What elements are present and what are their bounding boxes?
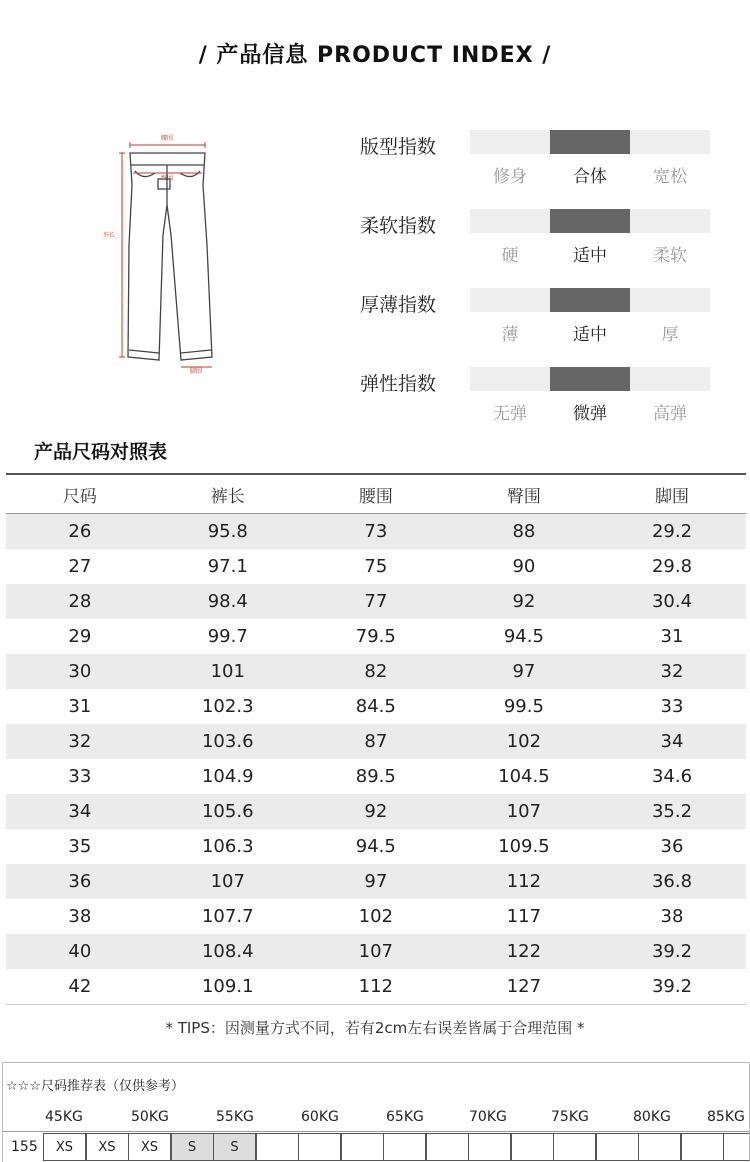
table-cell: 39.2 bbox=[598, 934, 746, 969]
index-options bbox=[470, 162, 710, 187]
table-cell: 99.5 bbox=[503, 696, 544, 717]
table-cell: 75 bbox=[364, 556, 388, 577]
table-cell: 88 bbox=[450, 514, 598, 550]
weight-label: 55KG bbox=[216, 1109, 254, 1125]
table-cell: 107 bbox=[450, 794, 598, 829]
index-options bbox=[470, 399, 710, 424]
table-cell: 40 bbox=[6, 934, 154, 969]
recommend-cell bbox=[511, 1133, 554, 1161]
table-cell: 84.5 bbox=[355, 696, 396, 717]
pants-outline bbox=[128, 153, 212, 360]
size-table-header bbox=[6, 474, 746, 514]
table-cell: 112 bbox=[302, 969, 450, 1005]
index-seg-selected bbox=[550, 130, 630, 154]
table-cell: 107 bbox=[302, 934, 450, 969]
table-cell: 34.6 bbox=[651, 766, 693, 787]
table-row bbox=[6, 899, 746, 934]
index-seg bbox=[470, 209, 550, 233]
table-cell: 34 bbox=[6, 794, 154, 829]
recommend-cell bbox=[553, 1133, 596, 1161]
table-cell: 36.8 bbox=[598, 864, 746, 899]
recommend-cell bbox=[426, 1133, 469, 1161]
weight-label: 85KG bbox=[707, 1109, 745, 1125]
tips-note: * TIPS：因测量方式不同，若有2cm左右误差皆属于合理范围 * bbox=[165, 1019, 585, 1037]
index-seg-selected bbox=[550, 367, 630, 391]
recommend-cell: XS bbox=[128, 1133, 171, 1161]
column-header: 裤长 bbox=[154, 474, 302, 514]
index-seg bbox=[630, 367, 710, 391]
recommend-cell bbox=[681, 1133, 724, 1161]
size-table bbox=[6, 473, 746, 1005]
table-row bbox=[6, 549, 746, 584]
table-cell: 87 bbox=[302, 724, 450, 759]
recommend-cell bbox=[596, 1133, 639, 1161]
index-option: 无弹 bbox=[493, 404, 527, 424]
table-cell: 102 bbox=[358, 906, 393, 927]
index-bar bbox=[470, 288, 710, 312]
index-seg bbox=[630, 209, 710, 233]
table-cell: 33 bbox=[660, 696, 684, 717]
table-row bbox=[6, 514, 746, 550]
recommend-cell bbox=[383, 1133, 426, 1161]
index-row-elasticity bbox=[360, 367, 720, 427]
table-cell: 99.7 bbox=[207, 626, 248, 647]
table-cell: 36 bbox=[6, 864, 154, 899]
table-cell: 26 bbox=[6, 514, 154, 550]
index-option-selected: 适中 bbox=[573, 325, 607, 345]
column-header: 腰围 bbox=[302, 474, 450, 514]
page-title: / 产品信息 PRODUCT INDEX / bbox=[198, 43, 552, 68]
table-row bbox=[6, 584, 746, 619]
table-cell: 30 bbox=[6, 654, 154, 689]
index-bar bbox=[470, 209, 710, 233]
index-seg bbox=[630, 130, 710, 154]
table-cell: 109.1 bbox=[154, 969, 302, 1005]
recommend-cell bbox=[256, 1133, 299, 1161]
recommend-cell bbox=[468, 1133, 511, 1161]
table-row bbox=[6, 724, 746, 759]
index-label: 版型指数 bbox=[360, 136, 437, 158]
index-bar bbox=[470, 130, 710, 154]
index-seg bbox=[470, 130, 550, 154]
table-cell: 29.8 bbox=[651, 556, 693, 577]
pants-measurement-diagram bbox=[95, 125, 245, 375]
table-cell: 34 bbox=[598, 724, 746, 759]
size-table-title: 产品尺码对照表 bbox=[34, 441, 168, 463]
table-cell: 97 bbox=[302, 864, 450, 899]
weight-label: 70KG bbox=[469, 1109, 507, 1125]
recommend-cell bbox=[638, 1133, 681, 1161]
index-option-selected: 微弹 bbox=[573, 404, 607, 424]
index-option: 薄 bbox=[501, 325, 519, 345]
table-cell: 35 bbox=[68, 836, 92, 857]
recommend-cell: XS bbox=[43, 1133, 86, 1161]
table-cell: 33 bbox=[68, 766, 92, 787]
table-cell: 31 bbox=[68, 696, 92, 717]
table-cell: 97.1 bbox=[207, 556, 248, 577]
table-cell: 103.6 bbox=[154, 724, 302, 759]
table-cell: 77 bbox=[302, 584, 450, 619]
size-recommend-panel bbox=[2, 1062, 750, 1162]
table-cell: 94.5 bbox=[355, 836, 396, 857]
recommend-cell bbox=[298, 1133, 341, 1161]
recommend-cell bbox=[341, 1133, 384, 1161]
weight-label: 60KG bbox=[301, 1109, 339, 1125]
index-seg bbox=[630, 288, 710, 312]
index-option: 柔软 bbox=[653, 246, 687, 266]
table-cell: 36 bbox=[660, 836, 684, 857]
weight-label: 45KG bbox=[45, 1109, 83, 1125]
table-cell: 95.8 bbox=[154, 514, 302, 550]
table-cell: 38 bbox=[68, 906, 92, 927]
index-row-softness bbox=[360, 209, 720, 269]
table-row bbox=[6, 864, 746, 899]
table-cell: 107 bbox=[154, 864, 302, 899]
table-cell: 28 bbox=[6, 584, 154, 619]
index-seg bbox=[470, 288, 550, 312]
index-options bbox=[470, 241, 710, 266]
index-option: 硬 bbox=[501, 246, 519, 266]
table-cell: 30.4 bbox=[598, 584, 746, 619]
table-cell: 105.6 bbox=[154, 794, 302, 829]
table-cell: 97 bbox=[450, 654, 598, 689]
index-option: 高弹 bbox=[653, 404, 687, 424]
table-row bbox=[6, 759, 746, 794]
weight-label: 65KG bbox=[386, 1109, 424, 1125]
table-cell: 39.2 bbox=[598, 969, 746, 1005]
index-option: 厚 bbox=[661, 325, 679, 345]
weight-label: 80KG bbox=[633, 1109, 671, 1125]
index-option: 修身 bbox=[493, 167, 527, 187]
column-header: 尺码 bbox=[6, 474, 154, 514]
table-row bbox=[6, 619, 746, 654]
index-row-fit bbox=[360, 130, 720, 190]
index-label: 弹性指数 bbox=[360, 373, 437, 395]
table-cell: 29.2 bbox=[598, 514, 746, 550]
table-cell: 127 bbox=[450, 969, 598, 1005]
index-option-selected: 适中 bbox=[573, 246, 607, 266]
table-cell: 92 bbox=[302, 794, 450, 829]
table-cell: 109.5 bbox=[498, 836, 550, 857]
index-seg-selected bbox=[550, 209, 630, 233]
label-hem: 脚围 bbox=[189, 368, 203, 375]
index-options bbox=[470, 320, 710, 345]
table-row bbox=[6, 829, 746, 864]
table-row bbox=[6, 934, 746, 969]
table-cell: 122 bbox=[450, 934, 598, 969]
index-seg bbox=[470, 367, 550, 391]
table-cell: 112 bbox=[450, 864, 598, 899]
weight-label: 50KG bbox=[131, 1109, 169, 1125]
label-length bbox=[103, 231, 115, 239]
table-cell: 31 bbox=[660, 626, 684, 647]
table-cell: 82 bbox=[302, 654, 450, 689]
table-cell: 38 bbox=[660, 906, 684, 927]
column-header: 脚围 bbox=[598, 474, 746, 514]
label-length-text: 外长 bbox=[102, 232, 116, 239]
recommend-cell: XS bbox=[86, 1133, 129, 1161]
table-cell: 94.5 bbox=[503, 626, 544, 647]
table-cell: 42 bbox=[6, 969, 154, 1005]
table-row bbox=[6, 654, 746, 689]
table-cell: 32 bbox=[598, 654, 746, 689]
table-cell: 102.3 bbox=[201, 696, 254, 717]
table-cell: 27 bbox=[68, 556, 92, 577]
recommend-cell: S bbox=[213, 1133, 256, 1161]
index-option: 宽松 bbox=[653, 167, 687, 187]
table-cell: 104.9 bbox=[201, 766, 254, 787]
weight-label: 75KG bbox=[551, 1109, 589, 1125]
table-cell: 117 bbox=[506, 906, 542, 927]
table-row bbox=[6, 794, 746, 829]
table-cell: 90 bbox=[512, 556, 536, 577]
table-cell: 73 bbox=[302, 514, 450, 550]
label-hip: 臀围 bbox=[160, 175, 174, 182]
height-label: 155 bbox=[11, 1139, 38, 1155]
table-cell: 29 bbox=[68, 626, 92, 647]
table-cell: 108.4 bbox=[154, 934, 302, 969]
recommend-divider bbox=[3, 1131, 749, 1132]
table-cell: 92 bbox=[450, 584, 598, 619]
table-row bbox=[6, 969, 746, 1005]
table-cell: 89.5 bbox=[355, 766, 396, 787]
table-cell: 101 bbox=[154, 654, 302, 689]
index-option-selected: 合体 bbox=[573, 167, 607, 187]
table-row bbox=[6, 689, 746, 724]
table-cell: 107.7 bbox=[201, 906, 254, 927]
table-cell: 79.5 bbox=[355, 626, 396, 647]
recommend-title: ☆☆☆尺码推荐表（仅供参考） bbox=[6, 1079, 184, 1094]
column-header: 臀围 bbox=[450, 474, 598, 514]
table-cell: 32 bbox=[6, 724, 154, 759]
index-label: 柔软指数 bbox=[360, 215, 437, 237]
index-bar bbox=[470, 367, 710, 391]
table-cell: 106.3 bbox=[201, 836, 254, 857]
table-cell: 104.5 bbox=[498, 766, 550, 787]
recommend-cell: S bbox=[171, 1133, 214, 1161]
index-label: 厚薄指数 bbox=[360, 294, 437, 316]
size-table-body bbox=[6, 514, 746, 1005]
label-waist: 腰围 bbox=[160, 135, 174, 142]
table-cell: 98.4 bbox=[154, 584, 302, 619]
table-cell: 102 bbox=[450, 724, 598, 759]
index-seg-selected bbox=[550, 288, 630, 312]
table-cell: 35.2 bbox=[598, 794, 746, 829]
index-row-thickness bbox=[360, 288, 720, 348]
recommend-cell bbox=[723, 1133, 750, 1161]
